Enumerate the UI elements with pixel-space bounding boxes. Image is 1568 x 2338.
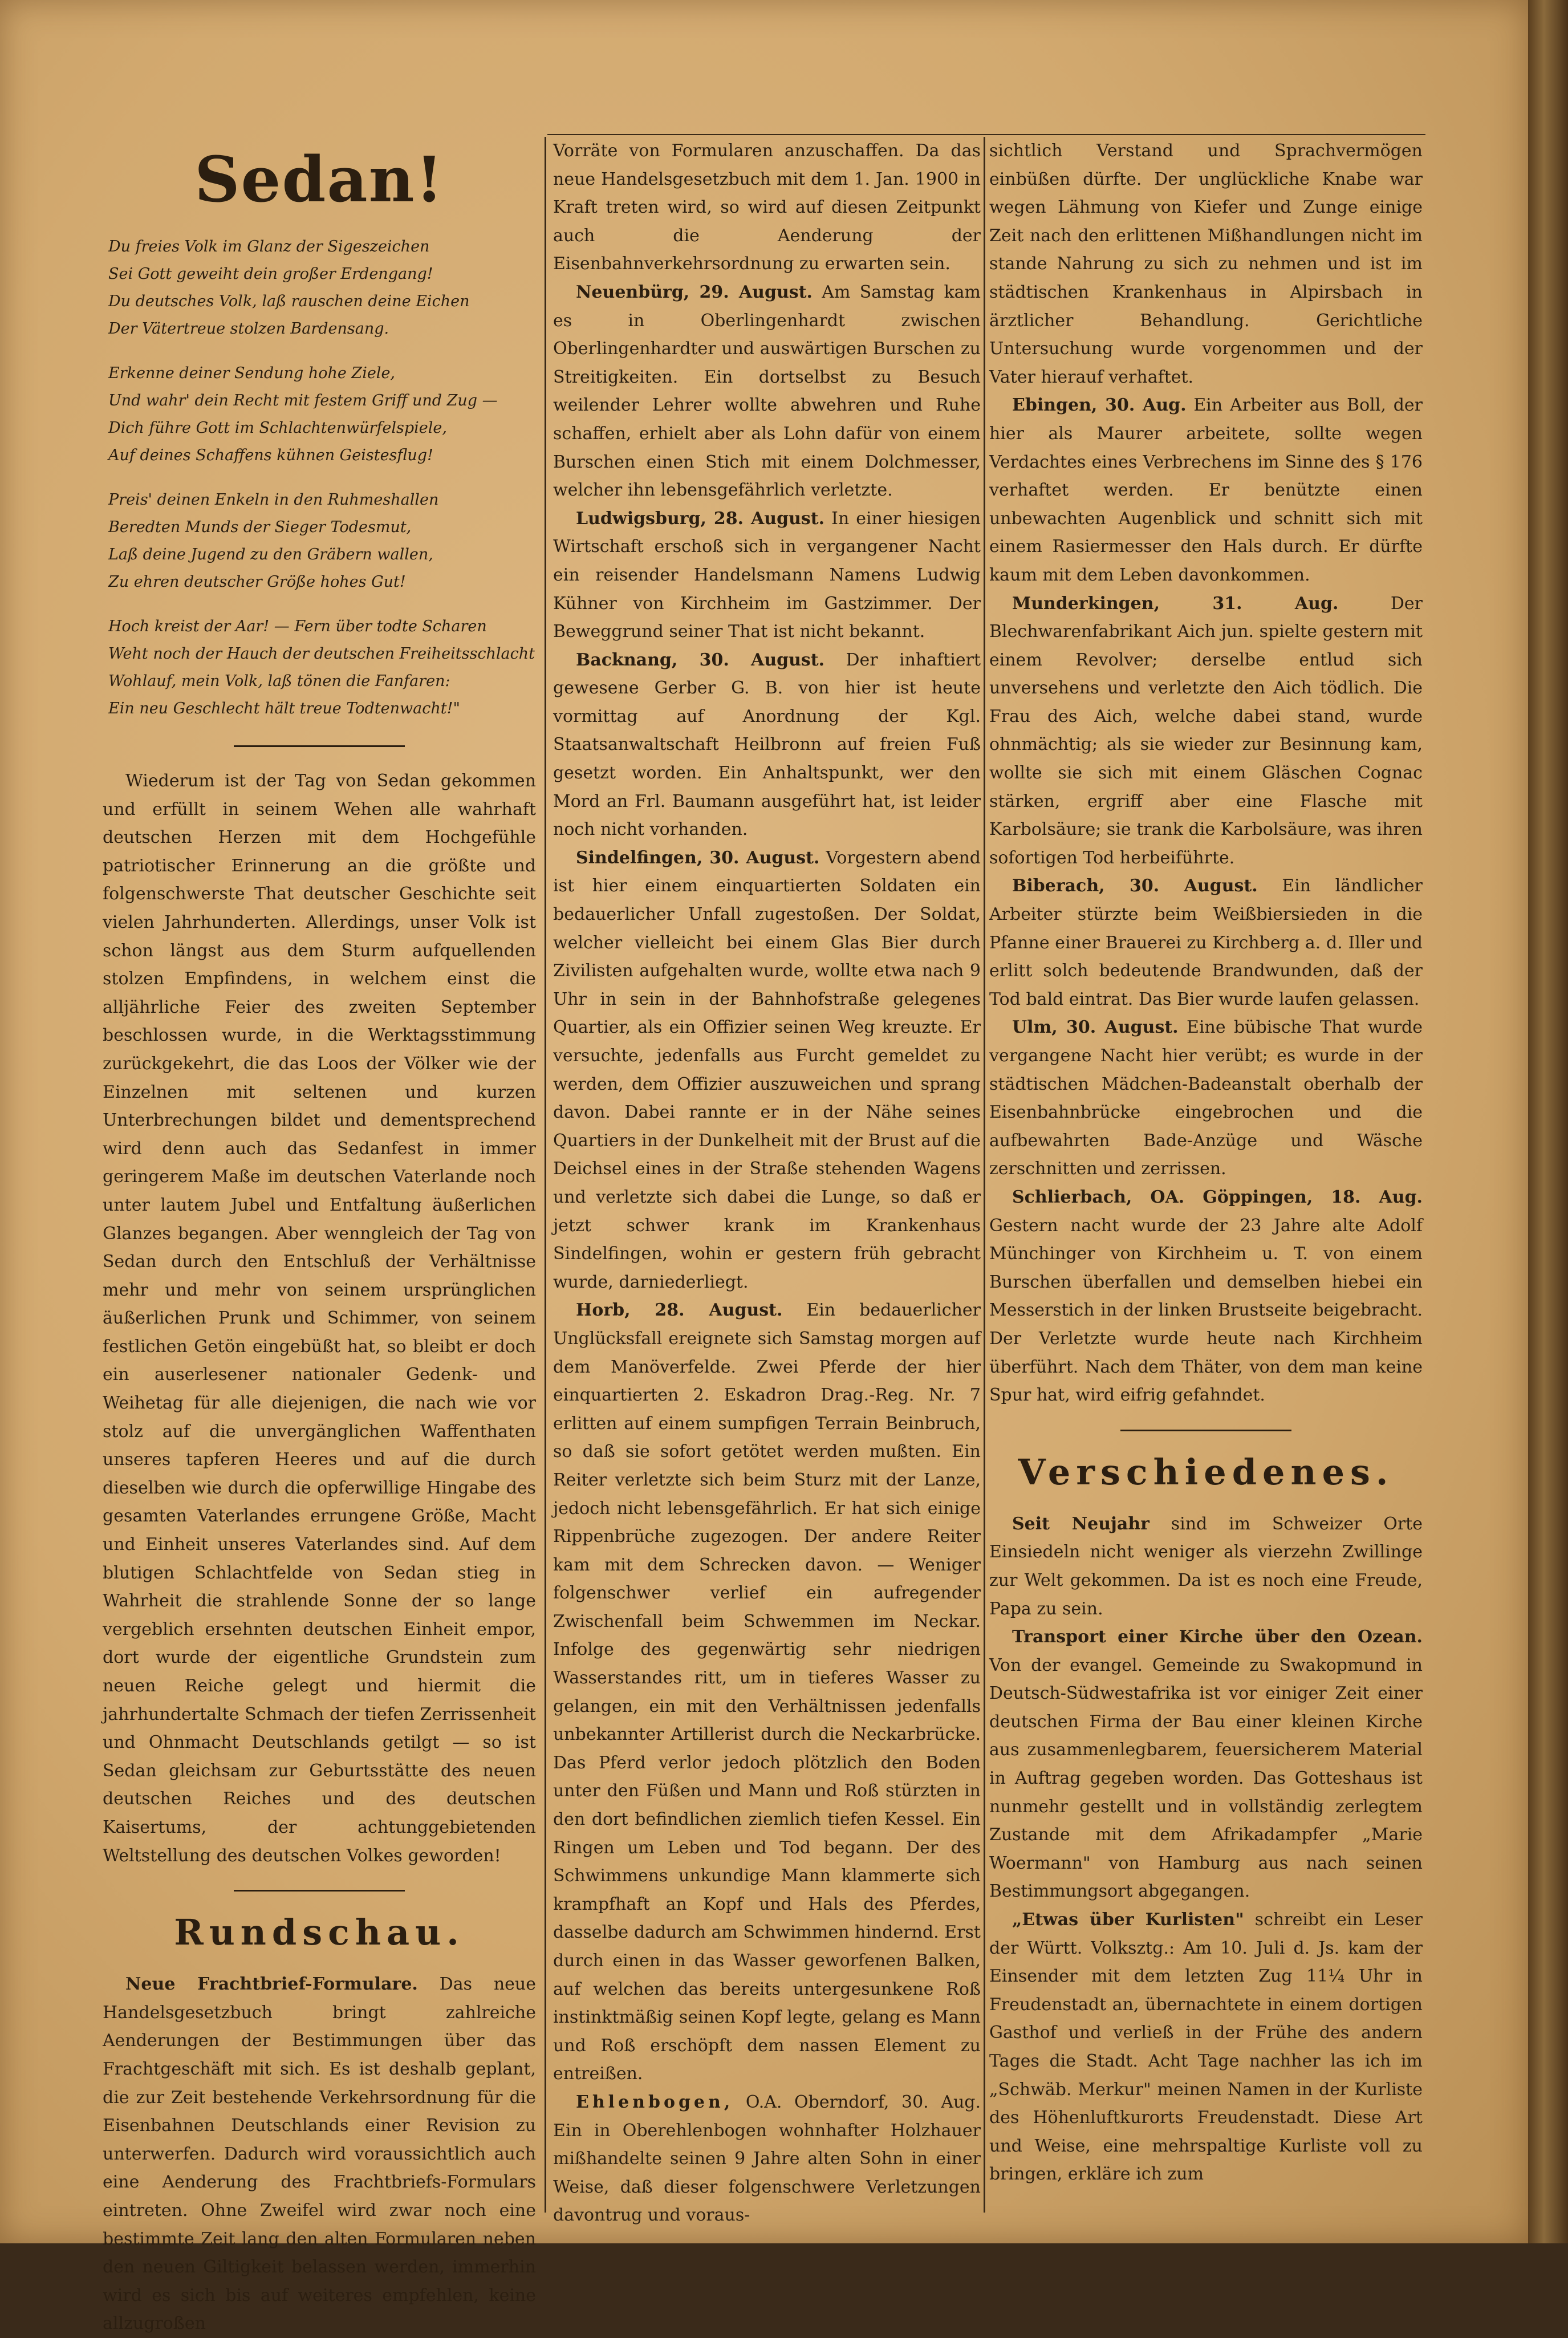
- ebingen-heading: Ebingen, 30. Aug.: [1012, 395, 1187, 416]
- munderkingen-paragraph: [989, 590, 1423, 872]
- column-rule-1: [545, 137, 546, 2213]
- rundschau-heading: Rundschau.: [174, 1911, 465, 1954]
- transport-paragraph: [989, 1623, 1423, 1906]
- poem-line: Ein neu Geschlecht hält treue Todtenwacht!": [108, 700, 460, 717]
- poem-line: Du freies Volk im Glanz der Sigeszeichen: [108, 238, 430, 255]
- ulm-text: Eine bübische That wurde vergangene Nacht hier verübt; es wurde in der städtischen Mädchen-Badeanstalt oberhalb der Eisenbahnbrücke eingebrochen und die aufbewahrten Bade-Anzüge und Wäsche zerschnitten und zerrissen.: [989, 1017, 1423, 1179]
- ludwigsburg-text: In einer hiesigen Wirtschaft erschoß sich in vergangener Nacht ein reisender Handelsmann Namens Ludwig Kühner von Kirchheim im Gastzimmer. Der Beweggrund seiner That ist nicht bekannt.: [553, 508, 981, 642]
- verschiedenes-body: [989, 1510, 1423, 2189]
- separator-rule: [234, 1890, 405, 1891]
- sindelfingen-paragraph: [553, 844, 981, 1297]
- poem-line: Sei Gott geweiht dein großer Erdengang!: [108, 265, 433, 283]
- kurlisten-text: schreibt ein Leser der Württ. Volksztg.: Am 10. Juli d. Js. kam der Einsender mit dem letzten Zug 11¼ Uhr in Freudenstadt an, übernachtete in einem dortigen Gasthof und verließ in der Frühe des andern Tages die Stadt. Acht Tage nachher las ich im „Schwäb. Merkur" meinen Namen in der Kurliste des Höhenluftkurorts Freudenstadt. Diese Art und Weise, eine mehrspaltige Kurliste voll zu bringen, erkläre ich zum: [989, 1910, 1423, 2185]
- column-2: [553, 137, 981, 2230]
- neuenbuerg-heading: Neuenbürg, 29. August.: [576, 282, 813, 302]
- separator-rule: [234, 745, 405, 747]
- poem-line: Beredten Munds der Sieger Todesmut,: [108, 518, 412, 536]
- poem-stanza: [108, 360, 536, 469]
- poem-line: Der Vätertreue stolzen Bardensang.: [108, 320, 389, 338]
- neujahr-heading: Seit Neujahr: [1012, 1513, 1149, 1534]
- separator-rule: [1120, 1430, 1291, 1431]
- poem-line: Laß deine Jugend zu den Gräbern wallen,: [108, 546, 433, 563]
- horb-paragraph: [553, 1296, 981, 2088]
- poem-line: Weht noch der Hauch der deutschen Freiheitsschlacht: [108, 645, 535, 663]
- top-rule: [547, 134, 1425, 135]
- kurlisten-heading: „Etwas über Kurlisten": [1012, 1910, 1244, 1930]
- column-3: [989, 137, 1423, 2189]
- column-3-body: [989, 137, 1423, 1410]
- poem-line: Zu ehren deutscher Größe hohes Gut!: [108, 573, 406, 591]
- biberach-text: Ein ländlicher Arbeiter stürzte beim Weißbiersieden in die Pfanne einer Brauerei zu Kirchberg a. d. Iller und erlitt solch bedeutende Brandwunden, daß der Tod bald eintrat. Das Bier wurde laufen gelassen.: [989, 876, 1423, 1009]
- schlierbach-heading: Schlierbach, OA. Göppingen, 18. Aug.: [1012, 1187, 1423, 1207]
- sedan-article: [103, 767, 536, 1870]
- poem-stanza: [108, 486, 536, 596]
- poem-line: Erkenne deiner Sendung hohe Ziele,: [108, 364, 396, 382]
- kurlisten-paragraph: [989, 1906, 1423, 2189]
- ehlenbogen-paragraph: [553, 2088, 981, 2230]
- fracht-heading: Neue Frachtbrief-Formulare.: [125, 1974, 418, 1995]
- poem-stanza: [108, 613, 536, 722]
- poem: [108, 233, 536, 722]
- ebingen-paragraph: [989, 391, 1423, 589]
- ulm-paragraph: [989, 1013, 1423, 1183]
- munderkingen-heading: Munderkingen, 31. Aug.: [1012, 593, 1339, 614]
- poem-line: Wohlauf, mein Volk, laß tönen die Fanfaren:: [108, 672, 450, 690]
- munderkingen-text: Der Blechwarenfabrikant Aich jun. spielte gestern mit einem Revolver; derselbe entlud sich unversehens und verletzte den Aich tödlich. Die Frau des Aich, welche dabei stand, wurde ohnmächtig; als sie wieder zur Besinnung kam, wollte sie sich mit einem Gläschen Cognac stärken, ergriff aber eine Flasche mit Karbolsäure; sie trank die Karbolsäure, was ihren sofortigen Tod herbeiführte.: [989, 593, 1423, 868]
- horb-text: Ein bedauerlicher Unglücksfall ereignete sich Samstag morgen auf dem Manöverfelde. Zwei Pferde der hier einquartierten 2. Eskadron Drag.-Reg. Nr. 7 erlitten auf einem sumpfigen Terrain Beinbruch, so daß sie sofort getötet werden mußten. Ein Reiter verletzte sich beim Sturz mit der Lanze, jedoch nicht lebensgefährlich. Er hat sich einige Rippenbrüche zugezogen. Der andere Reiter kam mit dem Schrecken davon. — Weniger folgenschwer verlief ein aufregender Zwischenfall beim Schwemmen im Neckar. Infolge des gegenwärtig sehr niedrigen Wasserstandes ritt, um in tieferes Wasser zu gelangen, ein mit den Verhältnissen jedenfalls unbekannter Artillerist durch die Neckarbrücke. Das Pferd verlor jedoch plötzlich den Boden unter den Füßen und Mann und Roß stürzten in den dort befindlichen ziemlich tiefen Kessel. Ein Ringen um Leben und Tod begann. Der des Schwimmens unkundige Mann klammerte sich krampfhaft an Kopf und Hals des Pferdes, dasselbe dadurch am Schwimmen hindernd. Erst durch einen in das Wasser geworfenen Balken, auf welchen das bereits untergesunkene Roß instinktmäßig seinen Kopf legte, gelang es Mann und Roß erschöpft dem nassen Element zu entreißen.: [553, 1300, 981, 2084]
- ludwigsburg-heading: Ludwigsburg, 28. August.: [576, 508, 825, 529]
- backnang-heading: Backnang, 30. August.: [576, 650, 825, 670]
- backnang-text: Der inhaftiert gewesene Gerber G. B. von hier ist heute vormittag auf Anordnung der Kgl. Staatsanwaltschaft Heilbronn auf freien Fuß gesetzt worden. Ein Anhaltspunkt, wer den Mord an Frl. Baumann ausgeführt hat, ist leider noch nicht vorhanden.: [553, 650, 981, 840]
- poem-line: Und wahr' dein Recht mit festem Griff und Zug —: [108, 392, 498, 409]
- neujahr-text: sind im Schweizer Orte Einsiedeln nicht weniger als vierzehn Zwillinge zur Welt gekommen. Da ist es noch eine Freude, Papa zu sein.: [989, 1513, 1423, 1619]
- ulm-heading: Ulm, 30. August.: [1012, 1017, 1179, 1038]
- column-1: [103, 137, 536, 2338]
- ehlenbogen-heading: Ehlenbogen,: [576, 2092, 734, 2112]
- schlierbach-text: Gestern nacht wurde der 23 Jahre alte Adolf Münchinger von Kirchheim u. T. von einem Burschen überfallen und demselben hiebei ein Messerstich in der linken Brustseite beigebracht. Der Verletzte wurde heute nach Kirchheim überführt. Nach dem Thäter, von dem man keine Spur hat, wird eifrig gefahndet.: [989, 1215, 1423, 1406]
- schlierbach-paragraph: [989, 1183, 1423, 1410]
- fracht-paragraph: [103, 1970, 536, 2338]
- ebingen-text: Ein Arbeiter aus Boll, der hier als Maurer arbeitete, sollte wegen Verdachtes eines Verbrechens im Sinne des § 176 verhaftet werden. Er benützte einen unbewachten Augenblick und schnitt sich mit einem Rasiermesser den Hals durch. Er dürfte kaum mit dem Leben davonkommen.: [989, 395, 1423, 585]
- neuenbuerg-text: Am Samstag kam es in Oberlingenhardt zwischen Oberlingenhardter und auswärtigen Burschen zu Streitigkeiten. Ein dortselbst zu Besuch weilender Lehrer wollte abwehren und Ruhe schaffen, erhielt aber als Lohn dafür von einem Burschen einen Stich mit einem Dolchmesser, welcher ihn lebensgefährlich verletzte.: [553, 282, 981, 501]
- ludwigsburg-paragraph: [553, 505, 981, 646]
- sindelfingen-heading: Sindelfingen, 30. August.: [576, 847, 820, 868]
- poem-line: Auf deines Schaffens kühnen Geistesflug!: [108, 447, 433, 464]
- book-binding-edge: [1528, 0, 1568, 2243]
- fracht-article: [103, 1970, 536, 2338]
- neuenbuerg-paragraph: [553, 278, 981, 505]
- article-title: Sedan!: [194, 143, 444, 216]
- verschiedenes-heading: Verschiedenes.: [1018, 1451, 1394, 1493]
- fracht-continuation: Vorräte von Formularen anzuschaffen. Da das neue Handelsgesetzbuch mit dem 1. Jan. 1900 in Kraft treten wird, so wird auf diesen Zeitpunkt auch die Aenderung der Eisenbahnverkehrsordnung zu erwarten sein.: [553, 141, 981, 274]
- horb-heading: Horb, 28. August.: [576, 1300, 783, 1321]
- poem-stanza: [108, 233, 536, 343]
- poem-line: Preis' deinen Enkeln in den Ruhmeshallen: [108, 491, 439, 509]
- fracht-text: Das neue Handelsgesetzbuch bringt zahlreiche Aenderungen der Bestimmungen über das Frachtgeschäft mit sich. Es ist deshalb geplant, die zur Zeit bestehende Verkehrsordnung für die Eisenbahnen Deutschlands einer Revision zu unterwerfen. Dadurch wird voraussichtlich auch eine Aenderung des Frachtbriefs-Formulars eintreten. Ohne Zweifel wird zwar noch eine bestimmte Zeit lang den alten Formularen neben den neuen Giltigkeit belassen werden, immerhin wird es sich bis auf weiteres empfehlen, keine allzugroßen: [103, 1974, 536, 2334]
- transport-text: Von der evangel. Gemeinde zu Swakopmund in Deutsch-Südwestafrika ist vor einiger Zeit einer deutschen Firma der Bau einer kleinen Kirche aus zusammenlegbarem, feuersicherem Material in Auftrag gegeben worden. Das Gotteshaus ist nunmehr gestellt und in vollständig zerlegtem Zustande mit dem Afrikadampfer „Marie Woermann" von Hamburg aus nach seinen Bestimmungsort abgegangen.: [989, 1655, 1423, 1902]
- ehlenbogen-text: O.A. Oberndorf, 30. Aug. Ein in Oberehlenbogen wohnhafter Holzhauer mißhandelte seinen 9 Jahre alten Sohn in einer Weise, daß dieser folgenschwere Verletzungen davontrug und voraus-: [553, 2092, 981, 2226]
- sindelfingen-text: Vorgestern abend ist hier einem einquartierten Soldaten ein bedauerlicher Unfall zugestoßen. Der Soldat, welcher vielleicht bei einem Glas Bier durch Zivilisten aufgehalten wurde, wollte etwa nach 9 Uhr in sein in der Bahnhofstraße gelegenes Quartier, als ein Offizier seinen Weg kreuzte. Er versuchte, jedenfalls aus Furcht gemeldet zu werden, dem Offizier auszuweichen und sprang davon. Dabei rannte er in der Nähe seines Quartiers in der Dunkelheit mit der Brust auf die Deichsel eines in der Straße stehenden Wagens und verletzte sich dabei die Lunge, so daß er jetzt schwer krank im Krankenhaus Sindelfingen, wohin er gestern früh gebracht wurde, darniederliegt.: [553, 847, 981, 1292]
- column-rule-2: [984, 137, 985, 2213]
- backnang-paragraph: [553, 646, 981, 844]
- poem-line: Du deutsches Volk, laß rauschen deine Eichen: [108, 293, 470, 310]
- biberach-heading: Biberach, 30. August.: [1012, 876, 1258, 896]
- column-2-body: [553, 137, 981, 2230]
- sedan-text: Wiederum ist der Tag von Sedan gekommen und erfüllt in seinem Wehen alle wahrhaft deutschen Herzen mit dem Hochgefühle patriotischer Erinnerung an die größte und folgenschwerste That deutscher Geschichte seit vielen Jahrhunderten. Allerdings, unser Volk ist schon längst aus dem Sturm aufquellenden stolzen Empfindens, in welchem einst die alljährliche Feier des zweiten September beschlossen wurde, in die Werktagsstimmung zurückgekehrt, die das Loos der Völker wie der Einzelnen mit seltenen und kurzen Unterbrechungen bildet und dementsprechend wird denn auch das Sedanfest in immer geringerem Maße im deutschen Vaterlande noch unter lautem Jubel und Entfaltung äußerlichen Glanzes begangen. Aber wenngleich der Tag von Sedan durch den Entschluß der Verhältnisse mehr und mehr von seinem ursprünglichen äußerlichen Prunk und Schimmer, von seinem festlichen Getön eingebüßt hat, so bleibt er doch ein auserlesener nationaler Gedenk- und Weihetag für alle diejenigen, die nach wie vor stolz auf die unvergänglichen Waffenthaten unseres tapferen Heeres und auf die durch dieselben wie durch die opferwillige Hingabe des gesamten Vaterlandes errungene Größe, Macht und Einheit unseres Vaterlandes sind. Auf dem blutigen Schlachtfelde von Sedan stieg in Wahrheit die strahlende Sonne der so lange vergeblich ersehnten deutschen Einheit empor, dort wurde der eigentliche Grundstein zum neuen Reiche gelegt und hiermit die jahrhundertalte Schmach der tiefen Zerrissenheit und Ohnmacht Deutschlands getilgt — so ist Sedan gleichsam zur Geburtsstätte des neuen deutschen Reiches und des deutschen Kaisertums, der achtunggebietenden Weltstellung des deutschen Volkes geworden!: [103, 771, 536, 1866]
- biberach-paragraph: [989, 872, 1423, 1013]
- transport-heading: Transport einer Kirche über den Ozean.: [1012, 1627, 1423, 1647]
- poem-line: Hoch kreist der Aar! — Fern über todte Scharen: [108, 618, 487, 635]
- ehlenbogen-continuation: sichtlich Verstand und Sprachvermögen einbüßen dürfte. Der unglückliche Knabe war wegen Lähmung von Kiefer und Zunge einige Zeit nach den erlittenen Mißhandlungen nicht im stande Nahrung zu sich zu nehmen und ist im städtischen Krankenhaus in Alpirsbach in ärztlicher Behandlung. Gerichtliche Untersuchung wurde vorgenommen und der Vater hierauf verhaftet.: [989, 141, 1423, 387]
- poem-line: Dich führe Gott im Schlachtenwürfelspiele,: [108, 419, 447, 437]
- neujahr-paragraph: [989, 1510, 1423, 1623]
